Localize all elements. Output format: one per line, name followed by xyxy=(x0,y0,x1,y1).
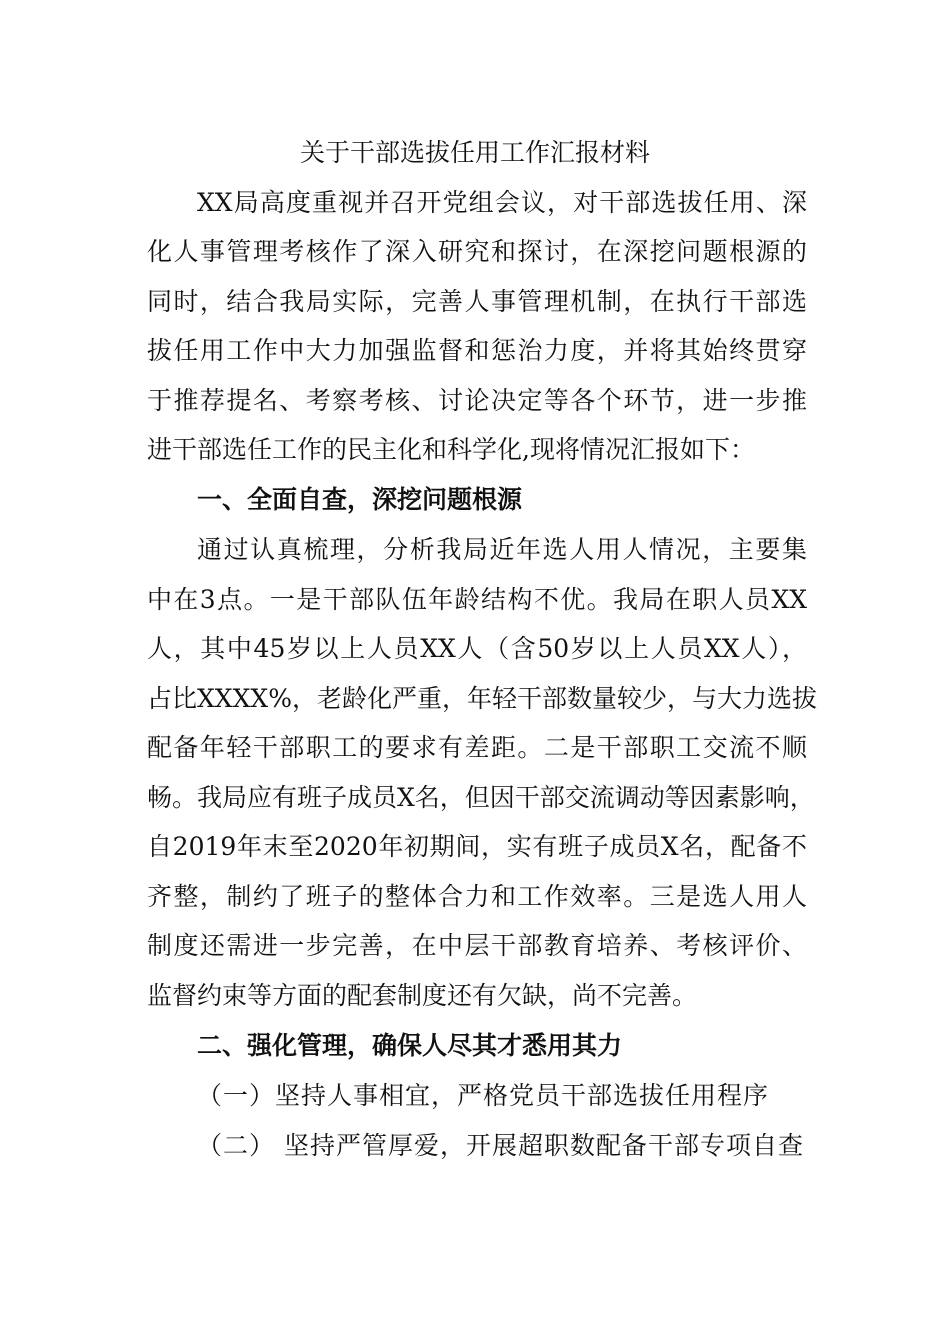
intro-line-1: XX局高度重视并召开党组会议，对干部选拔任用、深 xyxy=(197,188,807,217)
intro-line-5: 于推荐提名、考察考核、讨论决定等各个环节，进一步推 xyxy=(147,386,807,415)
intro-line-3: 同时，结合我局实际，完善人事管理机制，在执行干部选 xyxy=(147,287,807,316)
intro-line-4: 拔任用工作中大力加强监督和惩治力度，并将其始终贯穿 xyxy=(147,336,807,365)
section1-line-6: 畅。我局应有班子成员X名，但因干部交流调动等因素影响， xyxy=(147,783,815,812)
section1-line-8: 齐整，制约了班子的整体合力和工作效率。三是选人用人 xyxy=(147,882,807,911)
section1-heading: 一、全面自查，深挖问题根源 xyxy=(197,485,523,514)
section1-line-3: 人，其中45岁以上人员XX人（含50岁以上人员XX人）， xyxy=(147,634,807,663)
section2-item-2: （二） 坚持严管厚爱，开展超职数配备干部专项自查 xyxy=(197,1131,804,1160)
section1-line-2: 中在3点。一是干部队伍年龄结构不优。我局在职人员XX xyxy=(147,585,807,614)
section1-line-9: 制度还需进一步完善，在中层干部教育培养、考核评价、 xyxy=(147,931,807,960)
section1-line-5: 配备年轻干部职工的要求有差距。二是干部职工交流不顺 xyxy=(147,733,807,762)
section2-heading: 二、强化管理，确保人尽其才悉用其力 xyxy=(197,1031,623,1060)
section1-line-1: 通过认真梳理，分析我局近年选人用人情况，主要集 xyxy=(197,535,807,564)
section1-line-7: 自2019年末至2020年初期间，实有班子成员X名，配备不 xyxy=(147,832,807,861)
section1-line-10: 监督约束等方面的配套制度还有欠缺，尚不完善。 xyxy=(147,981,698,1010)
intro-line-6: 进干部选任工作的民主化和科学化,现将情况汇报如下： xyxy=(147,435,755,464)
section1-line-4: 占比XXXX%，老龄化严重，年轻干部数量较少，与大力选拔 xyxy=(147,684,817,713)
intro-line-2: 化人事管理考核作了深入研究和探讨，在深挖问题根源的 xyxy=(147,237,807,266)
document-title: 关于干部选拔任用工作汇报材料 xyxy=(299,138,650,167)
section2-item-1: （一）坚持人事相宜，严格党员干部选拔任用程序 xyxy=(197,1081,770,1110)
